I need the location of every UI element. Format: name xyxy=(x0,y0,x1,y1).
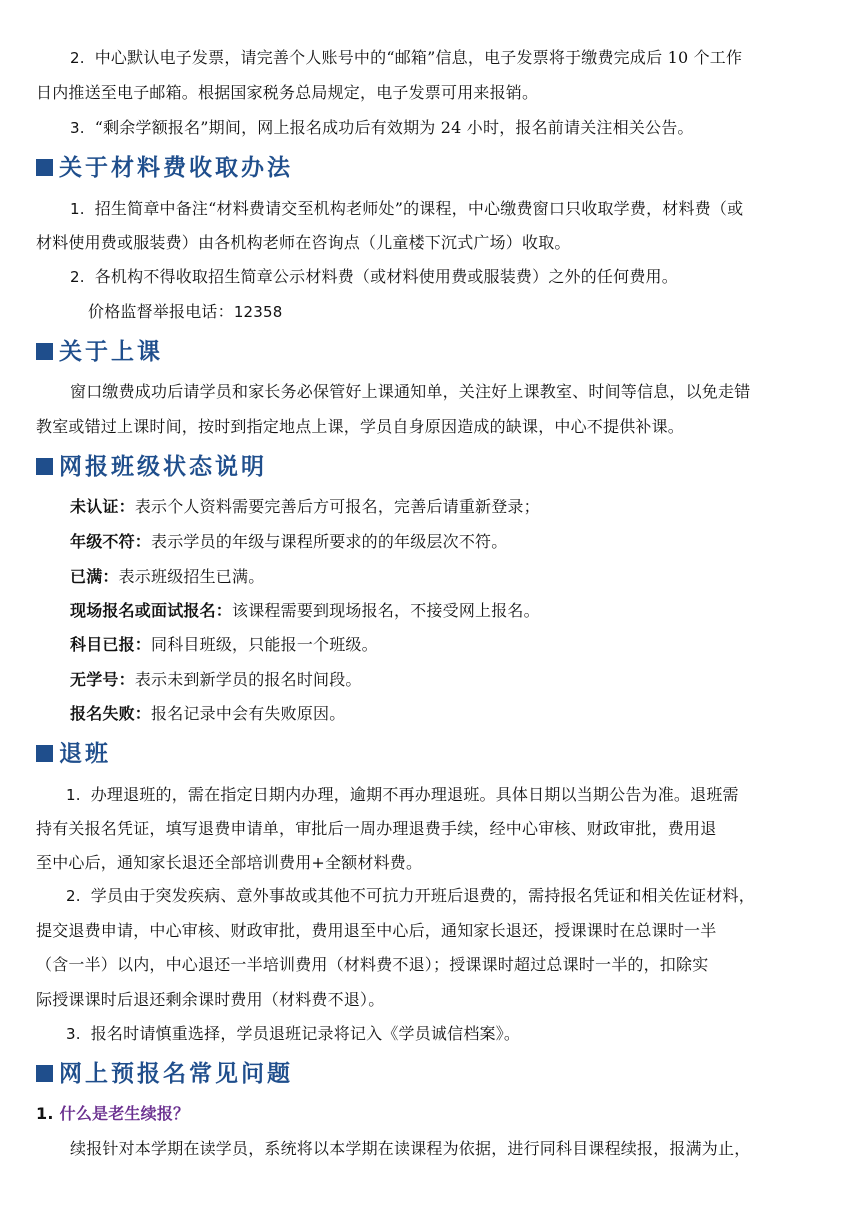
status-desc: 表示个人资料需要完善后方可报名，完善后请重新登录； xyxy=(134,497,540,516)
faq-answer-1-line-1: 续报针对本学期在读学员，系统将以本学期在读课程为依据，进行同科目课程续报，报满为止， xyxy=(70,1139,751,1158)
section-heading-faq xyxy=(36,1058,293,1090)
square-bullet-icon xyxy=(36,745,53,762)
paragraph-text: 各机构不得收取招生简章公示材料费（或材料使用费或服装费）之外的任何费用。 xyxy=(94,267,678,286)
square-bullet-icon xyxy=(36,159,53,176)
status-term: 现场报名或面试报名： xyxy=(70,601,233,620)
list-number: 1. xyxy=(70,200,85,218)
materials-item-1-line-1 xyxy=(36,199,808,219)
paragraph-text: 招生简章中备注“材料费请交至机构老师处”的课程，中心缴费窗口只收取学费，材料费（或 xyxy=(94,199,744,218)
status-term: 未认证： xyxy=(70,497,135,516)
withdraw-item-3-line-1 xyxy=(36,1024,808,1044)
withdraw-item-1-line-3: 至中心后，通知家长退还全部培训费用+全额材料费。 xyxy=(36,853,423,872)
status-desc: 表示学员的年级与课程所要求的的年级层次不符。 xyxy=(151,532,508,551)
heading-text: 网报班级状态说明 xyxy=(59,454,267,480)
status-item xyxy=(36,704,808,724)
faq-number: 1. xyxy=(36,1104,54,1123)
withdraw-item-2-line-4: 际授课课时后退还剩余课时费用（材料费不退）。 xyxy=(36,990,385,1009)
section-heading-materials xyxy=(36,152,293,184)
section-heading-status xyxy=(36,451,267,483)
list-number: 3. xyxy=(66,1025,81,1043)
list-number: 2. xyxy=(70,268,85,286)
status-item xyxy=(36,601,808,621)
list-number: 2. xyxy=(70,49,85,67)
square-bullet-icon xyxy=(36,458,53,475)
classes-line-2: 教室或错过上课时间，按时到指定地点上课，学员自身原因造成的缺课，中心不提供补课。 xyxy=(36,417,685,436)
status-term: 年级不符： xyxy=(70,532,152,551)
heading-text: 退班 xyxy=(59,741,111,767)
list-number: 3. xyxy=(70,119,85,137)
status-item xyxy=(36,532,808,552)
withdraw-item-2-line-2: 提交退费申请，中心审核、财政审批，费用退至中心后，通知家长退还，授课课时在总课时一半 xyxy=(36,921,717,940)
status-term: 已满： xyxy=(70,567,119,586)
classes-line-1: 窗口缴费成功后请学员和家长务必保管好上课通知单，关注好上课教室、时间等信息，以免走错 xyxy=(70,382,751,401)
intro-item-2-line-2: 日内推送至电子邮箱。根据国家税务总局规定，电子发票可用来报销。 xyxy=(36,83,539,102)
section-heading-withdraw xyxy=(36,738,111,770)
status-desc: 该课程需要到现场报名，不接受网上报名。 xyxy=(232,601,540,620)
status-item xyxy=(36,567,808,587)
status-term: 报名失败： xyxy=(70,704,152,723)
withdraw-item-2-line-3: （含一半）以内，中心退还一半培训费用（材料费不退）；授课课时超过总课时一半的，扣除实 xyxy=(36,955,709,974)
hotline-number: 12358 xyxy=(233,303,283,321)
faq-question-text: 什么是老生续报？ xyxy=(59,1104,190,1123)
faq-question-1 xyxy=(36,1104,808,1124)
status-desc: 报名记录中会有失败原因。 xyxy=(151,704,346,723)
status-desc: 表示未到新学员的报名时间段。 xyxy=(134,670,362,689)
paragraph-text: 中心默认电子发票，请完善个人账号中的“邮箱”信息，电子发票将于缴费完成后 10 个工作 xyxy=(94,48,743,67)
status-desc: 同科目班级，只能报一个班级。 xyxy=(151,635,378,654)
status-term: 无学号： xyxy=(70,670,135,689)
materials-item-1-line-2: 材料使用费或服装费）由各机构老师在咨询点（儿童楼下沉式广场）收取。 xyxy=(36,233,571,252)
square-bullet-icon xyxy=(36,1065,53,1082)
status-item xyxy=(36,635,808,655)
status-item xyxy=(36,670,808,690)
list-number: 1. xyxy=(66,786,81,804)
paragraph-text: 报名时请慎重选择，学员退班记录将记入《学员诚信档案》。 xyxy=(90,1024,521,1043)
withdraw-item-1-line-1 xyxy=(36,785,808,805)
list-number: 2. xyxy=(66,887,81,905)
intro-item-2-line-1 xyxy=(36,48,808,68)
paragraph-text: 办理退班的，需在指定日期内办理，逾期不再办理退班。具体日期以当期公告为准。退班需 xyxy=(90,785,739,804)
intro-item-3-line-1 xyxy=(36,118,808,138)
withdraw-item-1-line-2: 持有关报名凭证，填写退费申请单，审批后一周办理退费手续，经中心审核、财政审批，费用退 xyxy=(36,819,717,838)
status-item xyxy=(36,497,808,517)
heading-text: 网上预报名常见问题 xyxy=(59,1061,293,1087)
paragraph-text: 学员由于突发疾病、意外事故或其他不可抗力开班后退费的，需持报名凭证和相关佐证材料， xyxy=(90,886,755,905)
heading-text: 关于材料费收取办法 xyxy=(59,155,293,181)
materials-item-2-line-1 xyxy=(36,267,808,287)
price-hotline xyxy=(36,302,808,322)
square-bullet-icon xyxy=(36,343,53,360)
hotline-label: 价格监督举报电话： xyxy=(88,302,234,321)
section-heading-classes xyxy=(36,336,163,368)
status-desc: 表示班级招生已满。 xyxy=(118,567,265,586)
withdraw-item-2-line-1 xyxy=(36,886,808,906)
heading-text: 关于上课 xyxy=(59,339,163,365)
paragraph-text: “剩余学额报名”期间，网上报名成功后有效期为 24 小时，报名前请关注相关公告。 xyxy=(94,118,694,137)
status-term: 科目已报： xyxy=(70,635,152,654)
